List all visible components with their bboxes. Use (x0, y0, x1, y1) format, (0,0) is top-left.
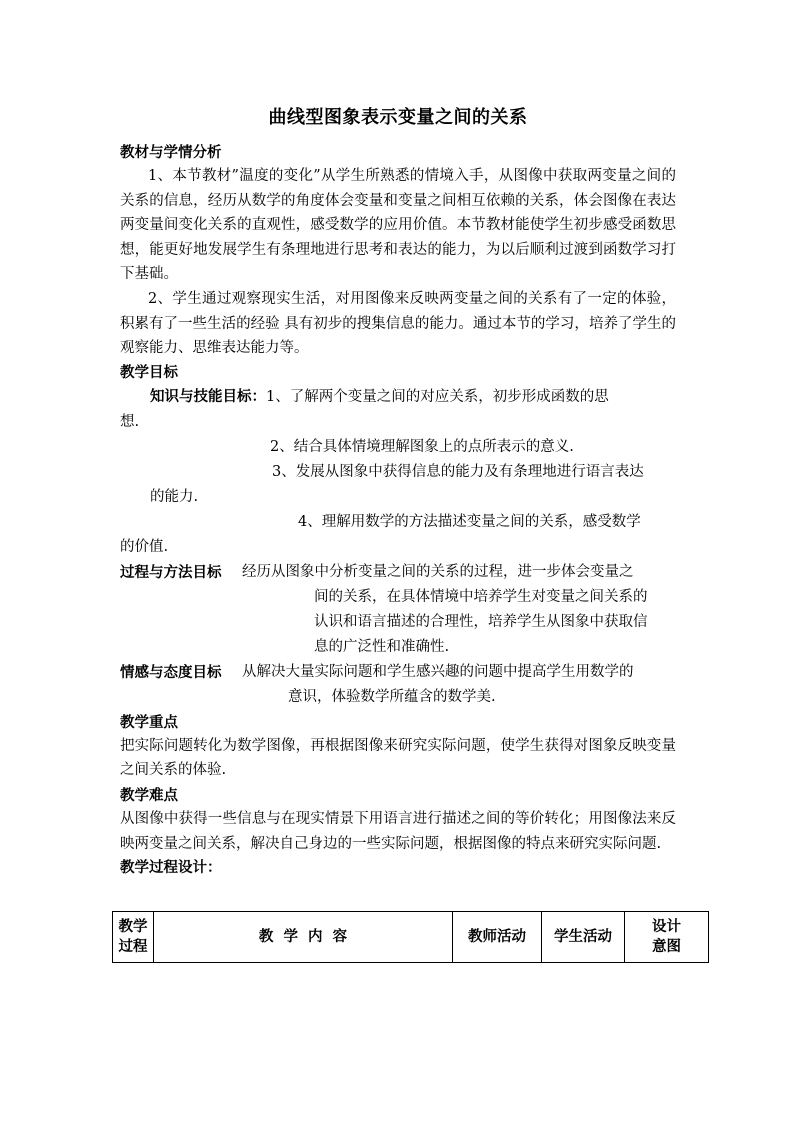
analysis-paragraph-1: 1、本节教材”温度的变化”从学生所熟悉的情境入手，从图像中获取两变量之间的关系的信息，经历从数学的角度体会变量和变量之间相互依赖的关系，体会图像在表达两变量间变化关系的直观性，感受数学的应用价值。本节教材能使学生初步感受函数思想，能更好地发展学生有条理地进行思考和表达的能力，为以后顺利过渡到函数学习打下基础。 (120, 168, 676, 283)
teaching-process-table (112, 911, 709, 963)
document-title: 曲线型图象表示变量之间的关系 (268, 107, 528, 128)
emotion-goal-text-1: 从解决大量实际问题和学生感兴趣的问题中提高学生用数学的 (242, 663, 634, 680)
knowledge-goal-item-2: 2、结合具体情境理解图象上的点所表示的意义. (270, 438, 574, 455)
emotion-goal-block (120, 660, 676, 710)
difficulty-text: 从图像中获得一些信息与在现实情景下用语言进行描述之间的等价转化；用图像法来反映两变量之间关系，解决自己身边的一些实际问题，根据图像的特点来研究实际问题. (120, 810, 676, 852)
header-cell-process: 教学 过程 (113, 912, 154, 963)
process-goal-text-1: 经历从图象中分析变量之间的关系的过程，进一步体会变量之 (242, 563, 634, 580)
knowledge-goal-item-1: 1、了解两个变量之间的对应关系，初步形成函数的思 (266, 388, 609, 405)
process-goal-label: 过程与方法目标 (120, 563, 222, 581)
knowledge-goal-block (120, 384, 676, 560)
emotion-goal-text-2: 意识，体验数学所蕴含的数学美. (288, 688, 496, 705)
header-cell-content: 教 学 内 容 (154, 912, 453, 963)
header-cell-teacher-activity: 教师活动 (453, 912, 542, 963)
difficulty-heading: 教学难点 (120, 786, 178, 804)
key-points-heading: 教学重点 (120, 713, 178, 731)
analysis-paragraph-2: 2、学生通过观察现实生活，对用图像来反映两变量之间的关系有了一定的体验，积累有了一些生活的经验 具有初步的搜集信息的能力。通过本节的学习，培养了学生的观察能力、思维表达能力等。 (120, 290, 676, 357)
knowledge-goal-item-1-cont: 想. (120, 413, 140, 430)
knowledge-goal-item-3-cont: 的能力. (150, 488, 199, 505)
knowledge-goal-item-4-cont: 的价值. (120, 538, 169, 555)
design-heading: 教学过程设计： (120, 859, 222, 877)
emotion-goal-label: 情感与态度目标 (120, 663, 222, 681)
analysis-heading: 教材与学情分析 (120, 144, 222, 161)
header-cell-student-activity: 学生活动 (542, 912, 625, 963)
knowledge-goal-item-3: 3、发展从图象中获得信息的能力及有条理地进行语言表达 (272, 463, 644, 480)
process-goal-text-3: 认识和语言描述的合理性，培养学生从图象中获取信 (314, 613, 648, 630)
process-goal-text-4: 息的广泛性和准确性. (314, 638, 450, 655)
goals-heading: 教学目标 (120, 363, 178, 381)
process-goal-block (120, 560, 676, 660)
document-page (120, 96, 676, 879)
header-cell-design-intent: 设计 意图 (625, 912, 709, 963)
table-header-row (113, 912, 709, 963)
process-goal-text-2: 间的关系，在具体情境中培养学生对变量之间关系的 (314, 588, 648, 605)
knowledge-goal-item-4: 4、理解用数学的方法描述变量之间的关系，感受数学 (298, 513, 641, 530)
key-points-text: 把实际问题转化为数学图像，再根据图像来研究实际问题，使学生获得对图象反映变量之间关系的体验. (120, 737, 676, 779)
knowledge-goal-label: 知识与技能目标： (150, 387, 266, 405)
